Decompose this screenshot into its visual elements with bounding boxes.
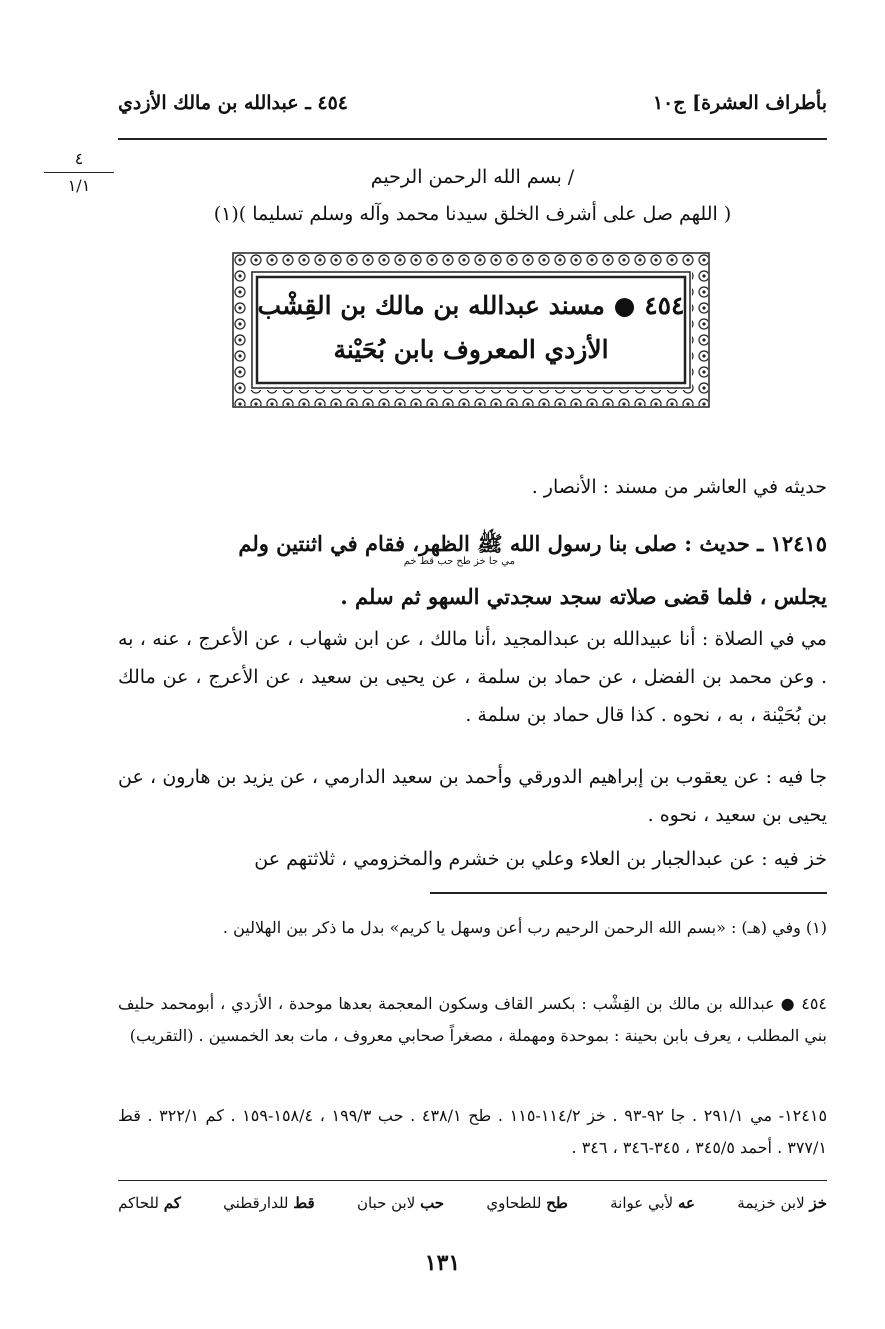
running-header-book-title: بأطراف العشرة] ج١٠ bbox=[652, 92, 827, 114]
hadith-line-1: ١٢٤١٥ ـ حديث : صلى بنا رسول الله ﷺ الظهر، فقام في اثنتين ولم bbox=[238, 531, 827, 556]
sigla-legend bbox=[118, 1194, 827, 1212]
isnad-mi-paragraph: مي في الصلاة : أنا عبيدالله بن عبدالمجيد ،أنا مالك ، عن ابن شهاب ، عن الأعرج ، عنه ، به . وعن محمد بن الفضل ، عن حماد بن سلمة ، عن يحيى بن سعيد ، عن الأعرج ، عن مالك بن بُحَيْنة ، به ، نحوه . كذا قال حماد بن سلمة . bbox=[118, 628, 827, 726]
legend-rule bbox=[118, 1180, 827, 1181]
musnad-title-line2: الأزدي المعروف بابن بُحَيْنة bbox=[333, 335, 609, 364]
isnad-ja-paragraph: جا فيه : عن يعقوب بن إبراهيم الدورقي وأحمد بن سعيد الدارمي ، عن يزيد بن هارون ، عن يحيى بن سعيد ، نحوه . bbox=[118, 766, 827, 826]
intro-line: حديثه في العاشر من مسند : الأنصار . bbox=[531, 476, 827, 498]
margin-ref-top: ٤ bbox=[74, 149, 84, 168]
basmala: / بسم الله الرحمن الرحيم bbox=[370, 166, 575, 188]
footnote-rule bbox=[430, 892, 827, 894]
isnad-khaz-paragraph: خز فيه : عن عبدالجبار بن العلاء وعلي بن خشرم والمخزومي ، ثلاثتهم عن bbox=[254, 848, 827, 870]
running-header-section-title: ٤٥٤ ـ عبدالله بن مالك الأزدي bbox=[118, 92, 348, 114]
header-rule bbox=[118, 138, 827, 140]
musnad-title bbox=[232, 284, 710, 372]
legend-item: حب لابن حبان bbox=[356, 1194, 445, 1212]
hadith-source-sigla: مي جا خز طح حب قط خم bbox=[403, 556, 515, 567]
legend-item: قط للدارقطني bbox=[223, 1194, 315, 1212]
ornamental-title-frame bbox=[232, 252, 710, 408]
legend-item: طح للطحاوي bbox=[486, 1194, 568, 1212]
salawat-line: ( اللهم صل على أشرف الخلق سيدنا محمد وآله وسلم تسليما )(١) bbox=[213, 203, 732, 225]
footnote-1: (١) وفي (هـ) : «بسم الله الرحمن الرحيم رب أعن وسهل يا كريم» بدل ما ذكر بين الهلالين . bbox=[222, 918, 827, 937]
margin-ref-bottom: ١/١ bbox=[67, 176, 91, 195]
margin-ref-divider bbox=[44, 172, 114, 173]
legend-item: عه لأبي عوانة bbox=[610, 1194, 696, 1212]
musnad-title-line1: ٤٥٤ ● مسند عبدالله بن مالك بن القِشْب bbox=[257, 291, 685, 320]
footnote-sources: ١٢٤١٥- مي ٢٩١/١ . جا ٩٢-٩٣ . خز ١١٤/٢-١١٥ . طح ٤٣٨/١ . حب ١٩٩/٣ ، ١٥٨/٤-١٥٩ . كم ٣٢٢/١ . قط ٣٧٧/١ . أحمد ٣٤٥/٥ ، ٣٤٥-٣٤٦ ، ٣٤٦ . bbox=[118, 1106, 828, 1157]
legend-item: كم للحاكم bbox=[118, 1194, 181, 1212]
hadith-line-2: يجلس ، فلما قضى صلاته سجد سجدتي السهو ثم سلم . bbox=[340, 584, 827, 609]
legend-item: خز لابن خزيمة bbox=[737, 1194, 827, 1212]
margin-manuscript-ref bbox=[44, 150, 114, 195]
page-number: ١٣١ bbox=[424, 1250, 461, 1276]
footnote-biography: ٤٥٤ ● عبدالله بن مالك بن القِشْب : بكسر القاف وسكون المعجمة بعدها موحدة ، الأزدي ، أبومحمد حليف بني المطلب ، يعرف بابن بحينة : بموحدة ومهملة ، مصغراً صحابي معروف ، مات بعد الخمسين . (التقريب) bbox=[118, 994, 828, 1045]
